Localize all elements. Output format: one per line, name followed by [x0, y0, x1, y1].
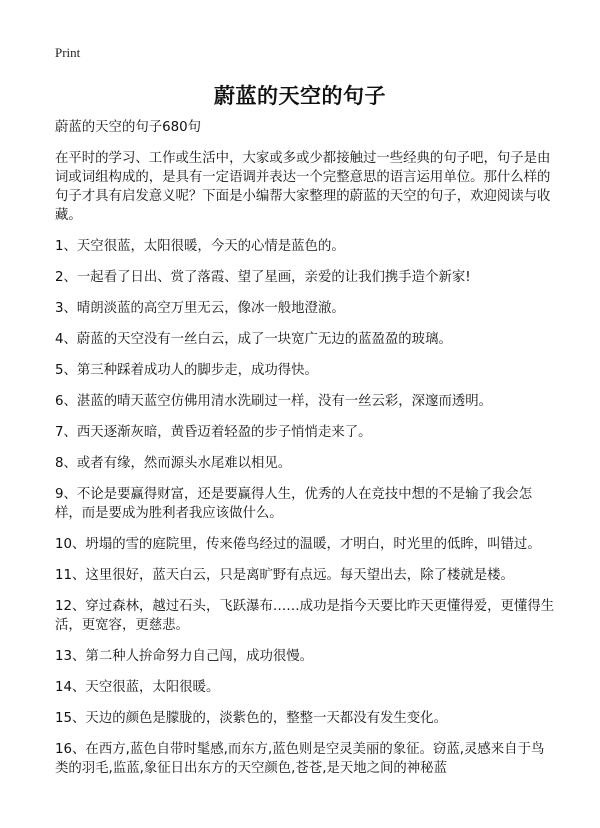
sentence-item-16: 16、在西方,蓝色自带时髦感,而东方,蓝色则是空灵美丽的象征。窃蓝,灵感来自于鸟类的羽毛,监蓝,象征日出东方的天空颜色,苍苍,是天地之间的神秘蓝 — [55, 742, 545, 776]
sentence-item-15: 15、天边的颜色是朦胧的，淡紫色的，整整一天都没有发生变化。 — [55, 711, 447, 726]
sentence-item-3: 3、晴朗淡蓝的高空万里无云，像冰一般地澄澈。 — [55, 301, 345, 316]
sentence-item-4: 4、蔚蓝的天空没有一丝白云，成了一块宽广无边的蓝盈盈的玻璃。 — [55, 332, 452, 347]
sentence-item-2: 2、一起看了日出、赏了落霞、望了星画，亲爱的让我们携手造个新家! — [55, 270, 471, 285]
intro-paragraph: 在平时的学习、工作或生活中，大家或多或少都接触过一些经典的句子吧，句子是由词或词组构成的，是具有一定语调并表达一个完整意思的语言运用单位。那什么样的句子才具有启发意义呢？下面是小编帮大家整理的蔚蓝的天空的句子，欢迎阅读与收藏。 — [55, 151, 551, 223]
print-link[interactable]: Print — [55, 45, 81, 60]
sentence-item-11: 11、这里很好，蓝天白云，只是离旷野有点远。每天望出去，除了楼就是楼。 — [55, 568, 514, 583]
page-title: 蔚蓝的天空的句子 — [214, 84, 386, 108]
sentence-item-1: 1、天空很蓝，太阳很暖，今天的心情是蓝色的。 — [55, 239, 345, 254]
article-body — [55, 118, 555, 790]
article-subtitle: 蔚蓝的天空的句子680句 — [55, 120, 202, 135]
sentence-item-12: 12、穿过森林，越过石头，飞跃瀑布……成功是指今天要比昨天更懂得爱，更懂得生活，更宽容，更慈悲。 — [55, 599, 555, 633]
sentence-item-13: 13、第二种人拚命努力自己闯，成功很慢。 — [55, 649, 314, 664]
sentence-item-5: 5、第三种踩着成功人的脚步走，成功得快。 — [55, 363, 318, 378]
sentence-item-9: 9、不论是要赢得财富，还是要赢得人生，优秀的人在竞技中想的不是输了我会怎样，而是要成为胜利者我应该做什么。 — [55, 487, 533, 521]
sentence-item-14: 14、天空很蓝，太阳很暖。 — [55, 680, 220, 695]
sentence-item-10: 10、坍塌的雪的庭院里，传来倦鸟经过的温暖，才明白，时光里的低眸，叫错过。 — [55, 537, 541, 552]
sentence-item-8: 8、或者有缘，然而源头水尾难以相见。 — [55, 456, 292, 471]
sentence-item-7: 7、西天逐渐灰暗，黄昏迈着轻盈的步子悄悄走来了。 — [55, 425, 372, 440]
sentence-item-6: 6、湛蓝的晴天蓝空仿佛用清水洗刷过一样，没有一丝云彩，深邃而透明。 — [55, 394, 493, 409]
